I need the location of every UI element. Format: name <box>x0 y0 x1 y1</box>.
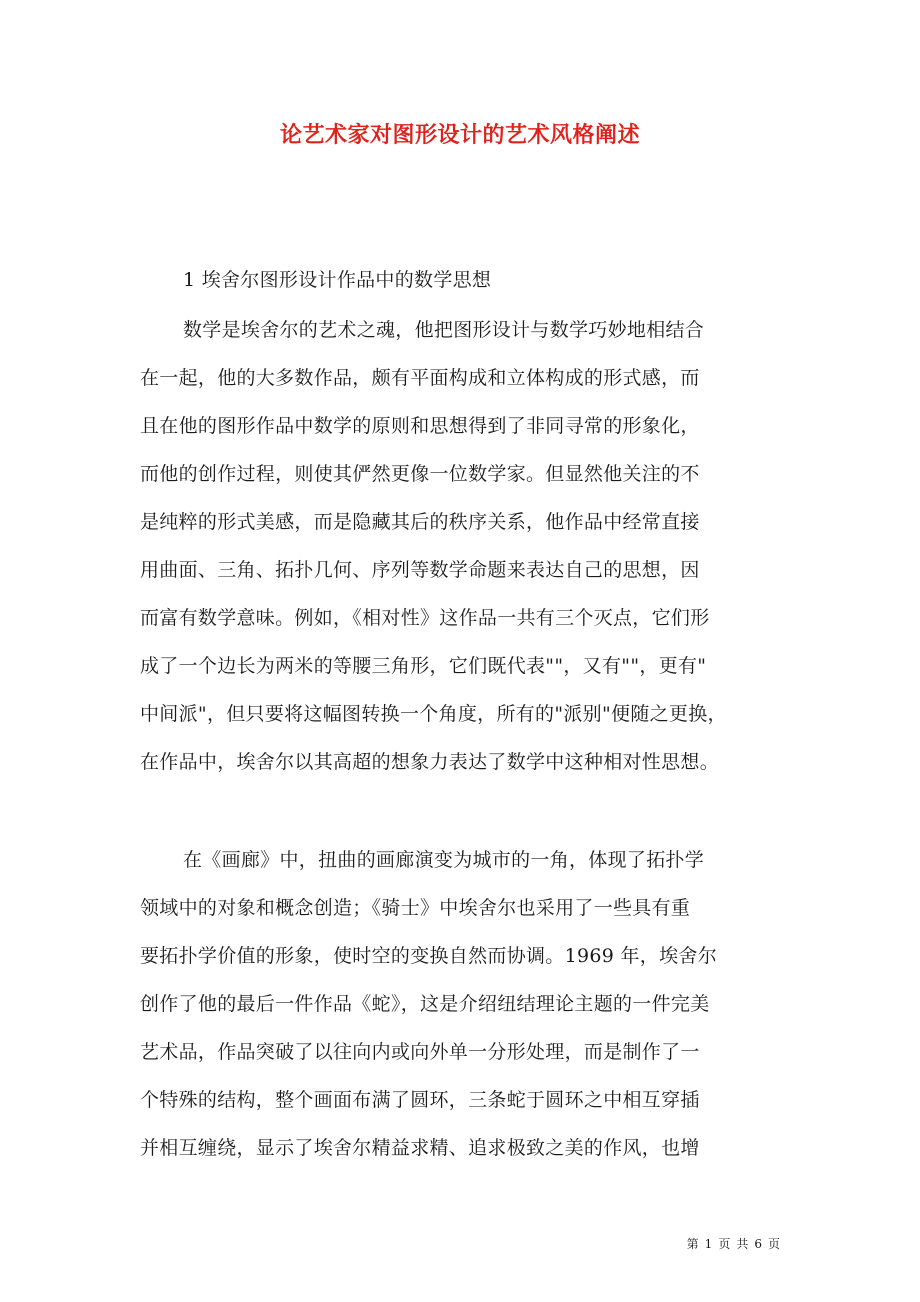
paragraph-line: 是纯粹的形式美感，而是隐藏其后的秩序关系，他作品中经常直接 <box>140 511 700 533</box>
footer-total-prefix: 共 <box>736 1237 749 1251</box>
footer-suffix: 页 <box>767 1237 780 1251</box>
document-title: 论艺术家对图形设计的艺术风格阐述 <box>279 122 640 148</box>
paragraph-line: 在作品中，埃舍尔以其高超的想象力表达了数学中这种相对性思想。 <box>140 751 720 773</box>
total-pages-number: 6 <box>754 1237 762 1251</box>
section-heading: 1 埃舍尔图形设计作品中的数学思想 <box>183 269 492 291</box>
paragraph-line: 创作了他的最后一件作品《蛇》，这是介绍纽结理论主题的一件完美 <box>140 993 710 1015</box>
paragraph-line: 领域中的对象和概念创造；《骑士》中埃舍尔也采用了一些具有重 <box>140 897 691 919</box>
paragraph-line: 在《画廊》中，扭曲的画廊演变为城市的一角，体现了拓扑学 <box>183 849 705 871</box>
paragraph-line: 成了一个边长为两米的等腰三角形，它们既代表""，又有""，更有" <box>140 655 707 677</box>
footer-page-word: 页 <box>718 1237 731 1251</box>
paragraph-line: 而富有数学意味。例如，《相对性》这作品一共有三个灭点，它们形 <box>140 607 710 629</box>
paragraph-line: 数学是埃舍尔的艺术之魂，他把图形设计与数学巧妙地相结合 <box>183 319 705 341</box>
paragraph-line: 在一起，他的大多数作品，颇有平面构成和立体构成的形式感，而 <box>140 367 700 389</box>
paragraph-line: 要拓扑学价值的形象，使时空的变换自然而协调。1969 年，埃舍尔 <box>140 945 717 967</box>
footer-prefix: 第 <box>686 1237 699 1251</box>
paragraph-line: 用曲面、三角、拓扑几何、序列等数学命题来表达自己的思想，因 <box>140 559 700 581</box>
paragraph-line: 艺术品，作品突破了以往向内或向外单一分形处理，而是制作了一 <box>140 1041 700 1063</box>
paragraph-line: 中间派"，但只要将这幅图转换一个角度，所有的"派别"便随之更换， <box>140 703 727 725</box>
paragraph-line: 而他的创作过程，则使其俨然更像一位数学家。但显然他关注的不 <box>140 463 700 485</box>
current-page-number: 1 <box>704 1237 713 1251</box>
paragraph-line: 个特殊的结构，整个画面布满了圆环，三条蛇于圆环之中相互穿插 <box>140 1089 700 1111</box>
paragraph-line: 且在他的图形作品中数学的原则和思想得到了非同寻常的形象化， <box>140 415 700 437</box>
paragraph-line: 并相互缠绕，显示了埃舍尔精益求精、追求极致之美的作风，也增 <box>140 1137 700 1159</box>
page-number-footer <box>684 1235 783 1252</box>
